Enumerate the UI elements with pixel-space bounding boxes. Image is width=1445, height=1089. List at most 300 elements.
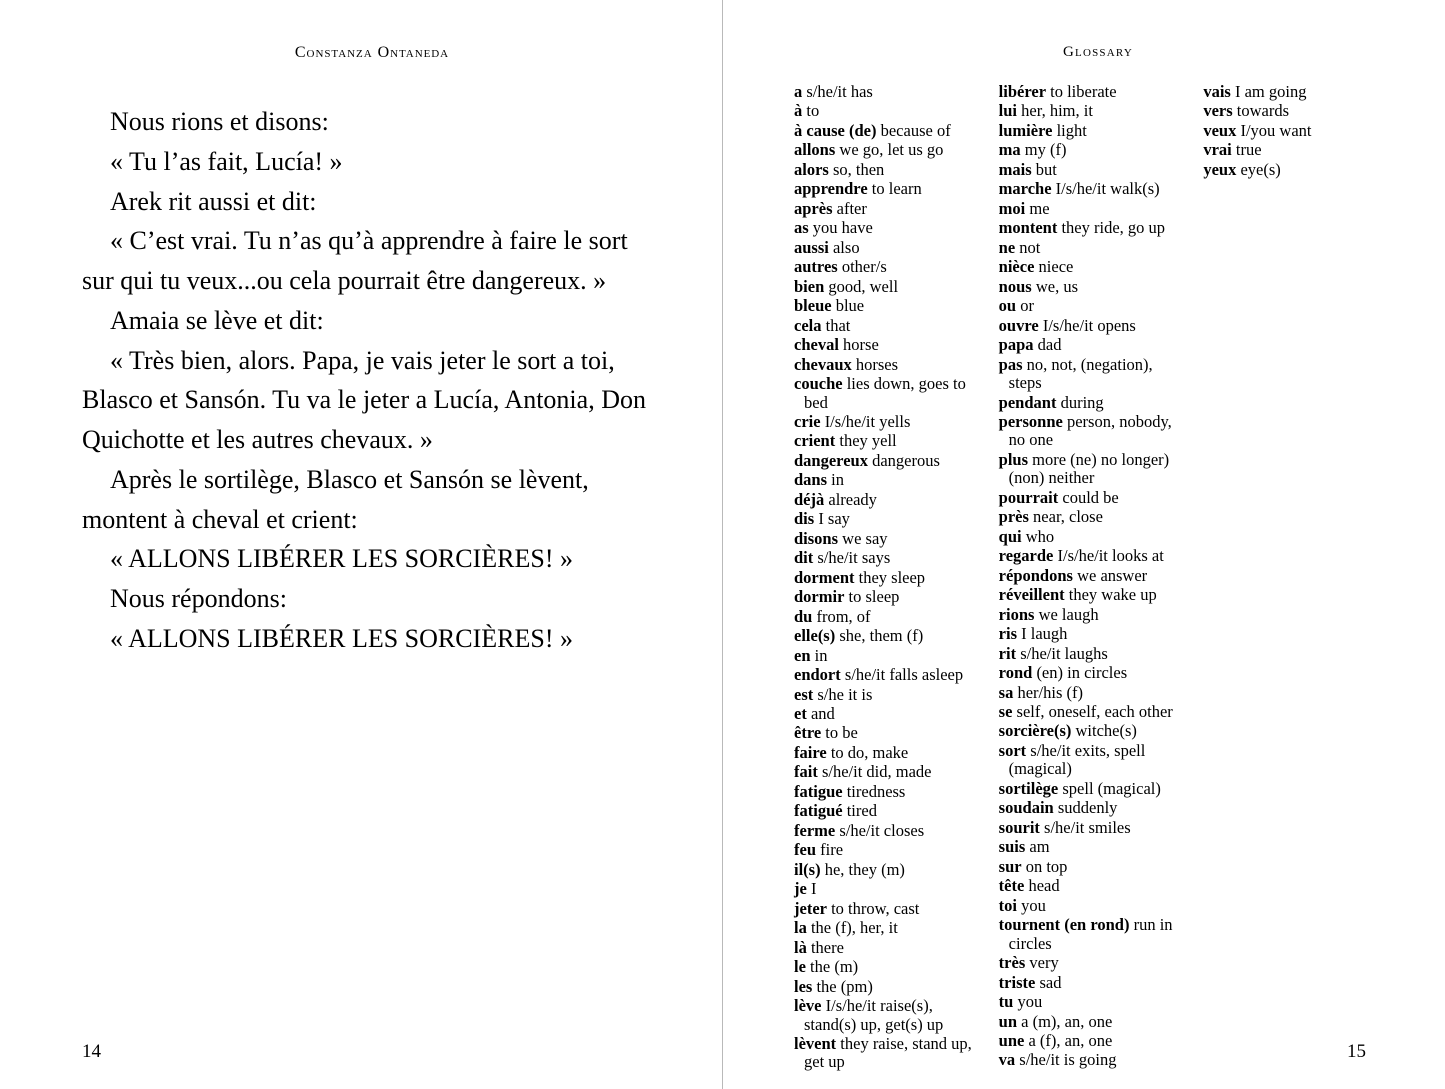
glossary-definition: also (828, 237, 860, 257)
glossary-term: toi (998, 895, 1018, 915)
glossary-entry (999, 489, 1180, 507)
glossary-definition: to throw, cast (826, 898, 920, 918)
glossary-term: marche (998, 179, 1052, 199)
glossary-term: du (794, 606, 813, 626)
glossary-term: dans (794, 470, 828, 490)
glossary-entry (999, 1032, 1180, 1050)
glossary-term: ou (998, 296, 1017, 316)
glossary-definition: me (1025, 198, 1050, 218)
glossary-entry (999, 219, 1180, 237)
story-text (82, 102, 652, 659)
glossary-definition: I am going (1230, 82, 1307, 101)
glossary-definition: eye(s) (1236, 159, 1281, 179)
glossary-definition: tiredness (842, 781, 906, 801)
glossary-term: va (998, 1050, 1016, 1070)
glossary-definition: from, of (812, 606, 871, 626)
glossary-entry (1203, 141, 1384, 159)
glossary-definition: a (m), an, one (1017, 1011, 1113, 1031)
glossary-definition: s/he/it exits, spell (magical) (1008, 740, 1146, 779)
glossary-entry (794, 880, 975, 898)
glossary-term: il(s) (794, 859, 821, 879)
glossary-term: un (998, 1011, 1018, 1031)
glossary-definition: no, not, (negation), steps (1008, 354, 1153, 393)
glossary-entry (794, 666, 975, 684)
glossary-term: faire (794, 742, 827, 762)
glossary-entry (794, 432, 975, 450)
glossary-entry (794, 297, 975, 315)
glossary-term: crient (794, 431, 836, 451)
glossary-term: lèvent (794, 1033, 837, 1053)
glossary-term: tête (998, 876, 1025, 896)
glossary-definition: s/he/it closes (835, 820, 925, 840)
glossary-entry (794, 900, 975, 918)
glossary-definition: I/s/he/it walk(s) (1051, 179, 1160, 199)
glossary-definition: near, close (1028, 507, 1103, 527)
glossary-term: là (794, 937, 807, 957)
glossary-term: disons (794, 528, 839, 548)
glossary-term: vers (1203, 101, 1233, 121)
glossary-definition: I say (814, 509, 850, 529)
glossary-entry (999, 258, 1180, 276)
story-paragraph: « Tu l’as fait, Lucía! » (110, 146, 343, 176)
glossary-term: ferme (794, 820, 836, 840)
glossary-definition: they ride, go up (1057, 218, 1166, 238)
glossary-entry (794, 705, 975, 723)
glossary-definition: dad (1033, 335, 1062, 355)
glossary-entry (794, 83, 975, 101)
glossary-definition: I/you want (1236, 120, 1312, 140)
glossary-definition: there (806, 937, 844, 957)
glossary-term: montent (998, 218, 1058, 238)
glossary-columns (794, 83, 1384, 1073)
glossary-term: pas (998, 354, 1023, 374)
glossary-term: près (998, 507, 1029, 527)
glossary-entry (999, 877, 1180, 895)
glossary-entry (999, 451, 1180, 488)
glossary-definition: s/he/it did, made (817, 762, 932, 782)
glossary-term: nous (998, 276, 1032, 296)
glossary-term: dorment (794, 567, 855, 587)
glossary-term: crie (794, 411, 821, 431)
glossary-definition: he, they (m) (820, 859, 905, 879)
glossary-definition: her, him, it (1017, 101, 1093, 121)
glossary-definition: true (1231, 140, 1262, 160)
glossary-definition: s/he/it laughs (1016, 643, 1108, 663)
glossary-definition: horses (851, 354, 899, 374)
glossary-definition: to liberate (1046, 82, 1117, 101)
glossary-term: lève (794, 996, 822, 1016)
glossary-term: fatigué (794, 801, 843, 821)
glossary-term: libérer (998, 82, 1047, 101)
glossary-entry (999, 141, 1180, 159)
glossary-entry (999, 916, 1180, 953)
glossary-term: je (794, 879, 807, 899)
glossary-definition: I/s/he/it raise(s), stand(s) up, get(s) up (804, 996, 944, 1034)
glossary-entry (794, 375, 975, 412)
glossary-entry (794, 317, 975, 335)
glossary-term: la (794, 918, 807, 938)
glossary-term: mais (998, 159, 1032, 179)
glossary-entry (794, 549, 975, 567)
glossary-term: vais (1203, 82, 1231, 101)
glossary-entry (999, 625, 1180, 643)
glossary-entry (794, 102, 975, 120)
glossary-entry (794, 939, 975, 957)
glossary-entry (999, 799, 1180, 817)
glossary-definition: self, oneself, each other (1012, 702, 1173, 721)
glossary-definition: I/s/he/it looks at (1053, 546, 1164, 566)
glossary-term: elle(s) (794, 626, 836, 646)
glossary-definition: already (824, 489, 877, 509)
glossary-term: sur (998, 856, 1022, 876)
glossary-definition: niece (1034, 257, 1074, 277)
glossary-entry (999, 858, 1180, 876)
glossary-definition: but (1031, 159, 1057, 179)
glossary-term: lui (998, 101, 1018, 121)
glossary-definition: run in circles (1008, 915, 1173, 953)
glossary-entry (999, 278, 1180, 296)
glossary-definition: sad (1035, 972, 1062, 992)
glossary-term: rions (998, 604, 1035, 624)
glossary-entry (794, 471, 975, 489)
glossary-definition: to learn (867, 179, 922, 199)
page-number-right: 15 (1347, 1041, 1366, 1062)
glossary-definition: could be (1058, 487, 1119, 507)
glossary-term: tu (998, 992, 1014, 1012)
glossary-definition: suddenly (1053, 798, 1118, 818)
glossary-entry (999, 819, 1180, 837)
glossary-definition: to be (821, 723, 858, 743)
glossary-definition: they wake up (1064, 585, 1157, 605)
story-paragraph: Arek rit aussi et dit: (110, 186, 317, 216)
glossary-term: chevaux (794, 354, 852, 374)
page-number-left: 14 (82, 1041, 101, 1062)
glossary-definition: horse (838, 335, 879, 355)
story-paragraph: Nous rions et disons: (110, 107, 329, 136)
glossary-entry (794, 569, 975, 587)
glossary-entry (794, 413, 975, 431)
glossary-definition: a (f), an, one (1024, 1030, 1113, 1050)
glossary-definition: or (1016, 296, 1034, 316)
glossary-term: ouvre (998, 315, 1039, 335)
glossary-entry (794, 724, 975, 742)
glossary-entry (794, 122, 975, 140)
glossary-entry (999, 1051, 1180, 1069)
glossary-definition: after (832, 198, 867, 218)
glossary-definition: I laugh (1017, 624, 1068, 644)
glossary-definition: the (f), her, it (806, 918, 898, 938)
glossary-definition: they sleep (854, 567, 926, 587)
glossary-term: nièce (998, 257, 1035, 277)
glossary-entry (999, 180, 1180, 198)
glossary-term: soudain (998, 798, 1054, 818)
glossary-term: après (794, 198, 833, 218)
glossary-term: fatigue (794, 781, 843, 801)
glossary-definition: s/he/it falls asleep (840, 665, 964, 685)
glossary-entry (794, 278, 975, 296)
glossary-term: se (998, 702, 1013, 721)
glossary-term: rit (998, 643, 1017, 663)
glossary-entry (794, 763, 975, 781)
glossary-definition: you (1017, 895, 1046, 915)
glossary-definition: s/he/it smiles (1039, 817, 1131, 837)
glossary-entry (794, 783, 975, 801)
glossary-term: ma (998, 140, 1021, 160)
glossary-column-2 (999, 83, 1180, 1071)
glossary-term: répondons (998, 565, 1073, 585)
running-head-glossary: Glossary (1063, 44, 1133, 60)
glossary-entry (999, 606, 1180, 624)
glossary-term: a (794, 82, 803, 101)
glossary-term: endort (794, 665, 841, 685)
glossary-definition: my (f) (1020, 140, 1067, 160)
glossary-entry (794, 491, 975, 509)
glossary-entry (794, 822, 975, 840)
glossary-term: jeter (794, 898, 827, 918)
glossary-term: dormir (794, 587, 845, 607)
glossary-term: sa (998, 682, 1014, 702)
glossary-term: aussi (794, 237, 829, 257)
glossary-definition: (en) in circles (1032, 663, 1128, 683)
glossary-definition: to (802, 101, 820, 121)
glossary-entry (999, 742, 1180, 779)
glossary-term: dangereux (794, 450, 868, 470)
glossary-definition: s/he/it has (802, 82, 873, 101)
glossary-term: dis (794, 509, 815, 529)
glossary-term: vrai (1203, 140, 1232, 160)
glossary-entry (999, 200, 1180, 218)
glossary-entry (999, 838, 1180, 856)
right-page (722, 0, 1444, 1089)
glossary-entry (999, 664, 1180, 682)
glossary-entry (794, 802, 975, 820)
glossary-term: sourit (998, 817, 1040, 837)
glossary-definition: person, nobody, no one (1008, 411, 1172, 450)
glossary-term: moi (998, 198, 1026, 218)
glossary-definition: witche(s) (1071, 721, 1137, 741)
glossary-entry (794, 997, 975, 1034)
glossary-entry (999, 356, 1180, 393)
running-head-author: Constanza Ontaneda (294, 44, 450, 61)
glossary-term: personne (998, 411, 1063, 431)
glossary-term: être (794, 723, 822, 743)
glossary-entry (999, 897, 1180, 915)
glossary-term: déjà (794, 489, 825, 509)
glossary-definition: during (1056, 392, 1104, 412)
glossary-term: sort (998, 740, 1027, 760)
glossary-definition: because of (876, 120, 951, 140)
story-paragraph: « Très bien, alors. Papa, je vais jeter le sort a toi, Blasco et Sansón. Tu va le jeter a Lucía, Antonia, Don Quichotte et les autres chevaux. » (82, 345, 646, 455)
glossary-entry (794, 452, 975, 470)
glossary-definition: head (1024, 876, 1060, 896)
glossary-term: allons (794, 140, 836, 160)
glossary-entry (794, 841, 975, 859)
glossary-definition: who (1021, 526, 1055, 546)
glossary-definition: you have (808, 218, 873, 238)
glossary-definition: lies down, goes to bed (804, 374, 966, 412)
glossary-entry (794, 258, 975, 276)
glossary-entry (999, 684, 1180, 702)
glossary-definition: her/his (f) (1013, 682, 1083, 702)
glossary-term: et (794, 704, 807, 723)
glossary-entry (794, 608, 975, 626)
glossary-entry (794, 336, 975, 354)
glossary-term: lumière (998, 120, 1053, 140)
glossary-entry (999, 102, 1180, 120)
glossary-definition: towards (1232, 101, 1290, 121)
glossary-entry (999, 547, 1180, 565)
glossary-definition: more (ne) no longer) (non) neither (1008, 449, 1170, 488)
story-paragraph: Nous répondons: (110, 584, 287, 614)
glossary-entry (999, 780, 1180, 798)
glossary-definition: blue (831, 296, 865, 316)
glossary-definition: we say (838, 528, 888, 548)
story-paragraph: « ALLONS LIBÉRER LES SORCIÈRES! » (110, 544, 573, 574)
glossary-term: as (794, 218, 809, 238)
glossary-term: ris (998, 624, 1018, 644)
glossary-entry (999, 508, 1180, 526)
glossary-term: papa (998, 335, 1034, 355)
glossary-definition: I (806, 879, 817, 899)
glossary-entry (794, 686, 975, 704)
glossary-term: sorcière(s) (998, 721, 1072, 741)
glossary-term: autres (794, 257, 838, 277)
glossary-definition: we laugh (1034, 604, 1099, 624)
glossary-definition: they yell (835, 431, 897, 451)
glossary-definition: in (827, 470, 844, 490)
glossary-term: est (794, 684, 814, 704)
glossary-definition: light (1052, 120, 1087, 140)
glossary-definition: spell (magical) (1058, 778, 1161, 798)
glossary-entry (999, 394, 1180, 412)
story-paragraph: « C’est vrai. Tu n’as qu’à apprendre à faire le sort sur qui tu veux...ou cela pourrait être dangereux. » (82, 226, 628, 296)
glossary-term: plus (998, 449, 1029, 469)
glossary-entry (794, 161, 975, 179)
glossary-definition: they raise, stand up, get up (804, 1033, 972, 1072)
glossary-entry (794, 744, 975, 762)
glossary-entry (999, 954, 1180, 972)
glossary-entry (999, 161, 1180, 179)
glossary-entry (794, 588, 975, 606)
glossary-entry (794, 510, 975, 528)
glossary-term: rond (998, 663, 1033, 683)
glossary-entry (999, 993, 1180, 1011)
glossary-entry (999, 413, 1180, 450)
glossary-entry (999, 1013, 1180, 1031)
glossary-definition: and (806, 704, 835, 723)
glossary-entry (999, 297, 1180, 315)
glossary-term: le (794, 957, 806, 977)
glossary-entry (999, 974, 1180, 992)
glossary-definition: am (1025, 837, 1050, 857)
glossary-term: à (794, 101, 803, 121)
glossary-entry (794, 239, 975, 257)
glossary-term: tournent (en rond) (998, 915, 1130, 935)
glossary-definition: we go, let us go (835, 140, 944, 160)
glossary-term: cela (794, 315, 822, 335)
glossary-definition: so, then (828, 159, 885, 179)
glossary-definition: tired (842, 801, 877, 821)
glossary-term: yeux (1203, 159, 1237, 179)
glossary-term: feu (794, 840, 816, 860)
glossary-entry (794, 647, 975, 665)
glossary-term: bleue (794, 296, 832, 316)
glossary-definition: fire (816, 840, 844, 860)
glossary-definition: s/he/it is going (1015, 1050, 1117, 1070)
glossary-term: sortilège (998, 778, 1059, 798)
glossary-entry (794, 180, 975, 198)
glossary-term: regarde (998, 546, 1054, 566)
glossary-column-3 (1203, 83, 1384, 180)
glossary-term: très (998, 953, 1026, 973)
glossary-entry (794, 356, 975, 374)
glossary-definition: we, us (1031, 276, 1078, 296)
story-paragraph: « ALLONS LIBÉRER LES SORCIÈRES! » (110, 623, 573, 653)
glossary-definition: the (m) (805, 957, 859, 977)
glossary-definition: s/he it is (813, 684, 873, 704)
story-paragraph: Après le sortilège, Blasco et Sansón se lèvent, montent à cheval et crient: (82, 464, 589, 534)
glossary-entry (999, 528, 1180, 546)
glossary-definition: dangerous (867, 450, 940, 470)
glossary-term: en (794, 645, 811, 665)
glossary-definition: in (810, 645, 828, 665)
glossary-entry (999, 122, 1180, 140)
story-paragraph: Amaia se lève et dit: (110, 305, 324, 335)
glossary-entry (794, 141, 975, 159)
glossary-definition: not (1015, 237, 1041, 257)
glossary-term: pourrait (998, 487, 1059, 507)
glossary-definition: we answer (1072, 565, 1148, 585)
glossary-definition: on top (1021, 856, 1068, 876)
glossary-entry (1203, 102, 1384, 120)
glossary-term: les (794, 976, 813, 996)
glossary-entry (794, 1035, 975, 1072)
glossary-term: qui (998, 526, 1022, 546)
glossary-entry (999, 317, 1180, 335)
glossary-definition: other/s (837, 257, 887, 277)
glossary-entry (999, 83, 1180, 101)
glossary-definition: s/he/it says (813, 548, 891, 568)
glossary-term: fait (794, 762, 818, 782)
glossary-term: une (998, 1030, 1025, 1050)
left-page (0, 0, 722, 1089)
glossary-entry (794, 861, 975, 879)
glossary-definition: you (1013, 992, 1043, 1012)
glossary-definition: she, them (f) (835, 626, 924, 646)
glossary-term: réveillent (998, 585, 1065, 605)
glossary-column-1 (794, 83, 975, 1073)
glossary-entry (999, 336, 1180, 354)
glossary-term: alors (794, 159, 829, 179)
glossary-entry (1203, 161, 1384, 179)
glossary-entry (999, 239, 1180, 257)
glossary-entry (794, 219, 975, 237)
glossary-definition: to do, make (826, 742, 909, 762)
glossary-entry (999, 703, 1180, 721)
glossary-entry (999, 722, 1180, 740)
glossary-entry (999, 586, 1180, 604)
glossary-definition: I/s/he/it yells (820, 411, 911, 431)
glossary-definition: the (pm) (812, 976, 873, 996)
glossary-entry (1203, 83, 1384, 101)
glossary-term: dit (794, 548, 814, 568)
glossary-term: suis (998, 837, 1026, 857)
glossary-entry (999, 567, 1180, 585)
glossary-definition: good, well (824, 276, 899, 296)
glossary-term: cheval (794, 335, 839, 355)
glossary-entry (794, 958, 975, 976)
glossary-entry (794, 627, 975, 645)
